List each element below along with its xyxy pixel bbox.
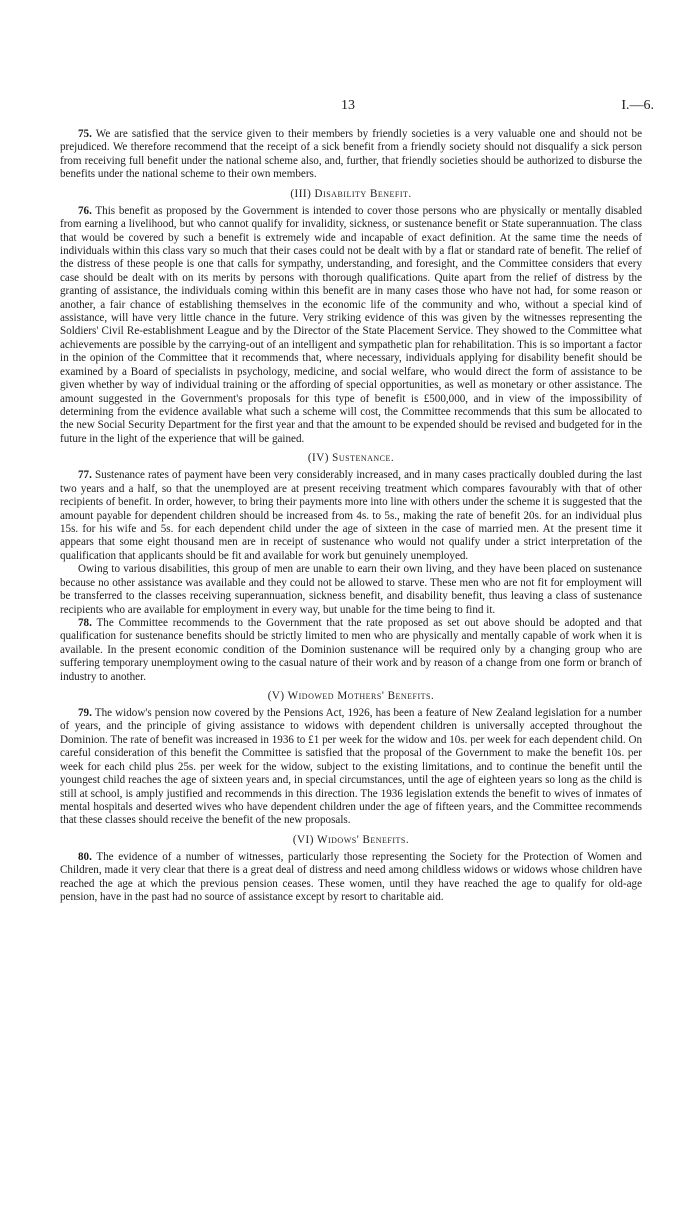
- paragraph-76: [60, 205, 642, 447]
- paragraph-77-continued: [60, 563, 642, 617]
- paragraph-number: 76.: [78, 204, 92, 217]
- paragraph-text: This benefit as proposed by the Government is intended to cover those persons who are physically or mentally disabled from earning a livelihood, but who cannot qualify for invalidity, sickness, or sustenance benefit or State superannuation. The class that would be covered by such a benefit is extremely wide and incapable of exact definition. At the same time the needs of individuals within this class vary so much that their cases could not be dealt with by a flat or standard rate of benefit. The relief of the distress of these people is one that calls for sympathy, understanding, and foresight, and the Committee considers that every case should be dealt with on its merits by persons with thorough qualifications. Quite apart from the relief of distress by the granting of assistance, the individuals coming within this benefit are in many cases those who have not had, for some reason or another, a fair chance of establishing themselves in the economic life of the community and who, without a special kind of assistance, will have very little chance in the future. Very striking evidence of this was given by the witnesses representing the Soldiers' Civil Re-establishment League and by the Director of the State Placement Service. They showed to the Committee what achievements are possible by the carrying-out of an intelligent and sympathetic plan for rehabilitation. This is so important a factor in the opinion of the Committee that it recommends that, where necessary, individuals applying for disability benefit should be examined by a Board of specialists in psychology, medicine, and social welfare, who would direct the form of assistance to be given whether by way of individual training or the affording of special opportunities, as well as monetary or other assistance. The amount suggested in the Government's proposals for this type of benefit is £500,000, and in view of the impossibility of determining from the evidence available what such a scheme will cost, the Committee recommends that this sum be allocated to the new Social Security Department for the first year and that the amount to be expended should be revised and budgeted for in the future in the light of the experience that will be gained.: [60, 204, 643, 445]
- section-heading-widowed-mothers-benefits: (V) Widowed Mothers' Benefits.: [267, 690, 435, 703]
- paragraph-text: The widow's pension now covered by the Pensions Act, 1926, has been a feature of New Zealand legislation for a number of years, and the principle of giving assistance to widows with dependent children is universally accepted throughout the Dominion. The rate of benefit was increased in 1936 to £1 per week for the widow and 10s. per week for each dependent child. On careful consideration of this benefit the Committee is satisfied that the proposal of the Government to make the benefit 10s. per week for each child plus 25s. per week for the widow, subject to the existing limitations, and to continue the benefit until the youngest child reaches the age of sixteen years and, in special circumstances, until the age of eighteen years so long as the child is still at school, is amply justified and recommends in this direction. The 1936 legislation extends the benefit to wives of inmates of mental hospitals and deserted wives who have dependent children under the age of fifteen years, and the Committee recommends that these classes should receive the benefit of the new proposals.: [60, 707, 643, 827]
- paragraph-text: We are satisfied that the service given to their members by friendly societies is a very valuable one and should not be prejudiced. We therefore recommend that the receipt of a sick benefit from a friendly society should not disqualify a sick person from receiving full benefit under the national scheme also, and, further, that friendly societies should be authorized to disburse the benefits under the national scheme to their own members.: [60, 128, 642, 181]
- paragraph-text: The Committee recommends to the Government that the rate proposed as set out above should be adopted and that qualification for sustenance benefits should be strictly limited to men who are physically and mentally capable of work when it is available. In the present economic condition of the Dominion sustenance will be required only by a changing group who are suffering temporary unemployment owing to the casual nature of their work and by reason of a change from one form or branch of industry to another.: [60, 616, 642, 683]
- paragraph-number: 77.: [78, 469, 92, 482]
- page-header: [0, 98, 700, 116]
- section-heading-sustenance: (IV) Sustenance.: [307, 452, 395, 465]
- paragraph-number: 75.: [78, 128, 92, 140]
- paragraph-75: [60, 128, 642, 182]
- paragraph-80: [60, 851, 642, 905]
- paragraph-text: Owing to various disabilities, this group of men are unable to earn their own living, and they have been placed on sustenance because no other assistance was available and they could not be allowed to starve. These men who are not fit for employment will be transferred to the classes receiving superannuation, sickness benefit, and disability benefit, thus leaving a class of sustenance recipients who are available for employment in every way, but unable for the time being to find it.: [60, 563, 642, 616]
- paragraph-number: 79.: [78, 707, 92, 720]
- paragraph-number: 80.: [78, 850, 92, 863]
- document-reference: I.—6.: [621, 98, 654, 113]
- section-heading-disability-benefit: (III) Disability Benefit.: [290, 187, 412, 200]
- document-body: [60, 128, 642, 905]
- section-heading-widows-benefits: (VI) Widows' Benefits.: [292, 833, 410, 846]
- paragraph-78: [60, 617, 642, 684]
- paragraph-text: Sustenance rates of payment have been very considerably increased, and in many cases practically doubled during the last two years and a half, so that the unemployed are at present receiving treatment which compares favourably with that of other recipients of benefit. In order, however, to bring their payments more into line with others under the scheme it is suggested that the amount payable for dependent children should be increased from 4s. to 5s., making the rate of benefit 20s. for an individual plus 15s. for his wife and 5s. for each dependent child under the age of sixteen in the case of married men. At the present time it appears that some eight thousand men are in receipt of sustenance who would not qualify under a strict interpretation of the qualification that applicants should be fit and available for work but genuinely unemployed.: [60, 469, 643, 562]
- paragraph-text: The evidence of a number of witnesses, particularly those representing the Society for the Protection of Women and Children, made it very clear that there is a great deal of distress and need among childless widows or widows whose children have reached the age at which the previous pension ceases. These women, until they have reached the age to qualify for old-age pension, have in the past had no source of assistance except by resort to charitable aid.: [60, 850, 642, 904]
- paragraph-number: 78.: [78, 616, 92, 629]
- page-number: 13: [341, 98, 355, 113]
- paragraph-79: [60, 707, 642, 828]
- paragraph-77: [60, 469, 642, 563]
